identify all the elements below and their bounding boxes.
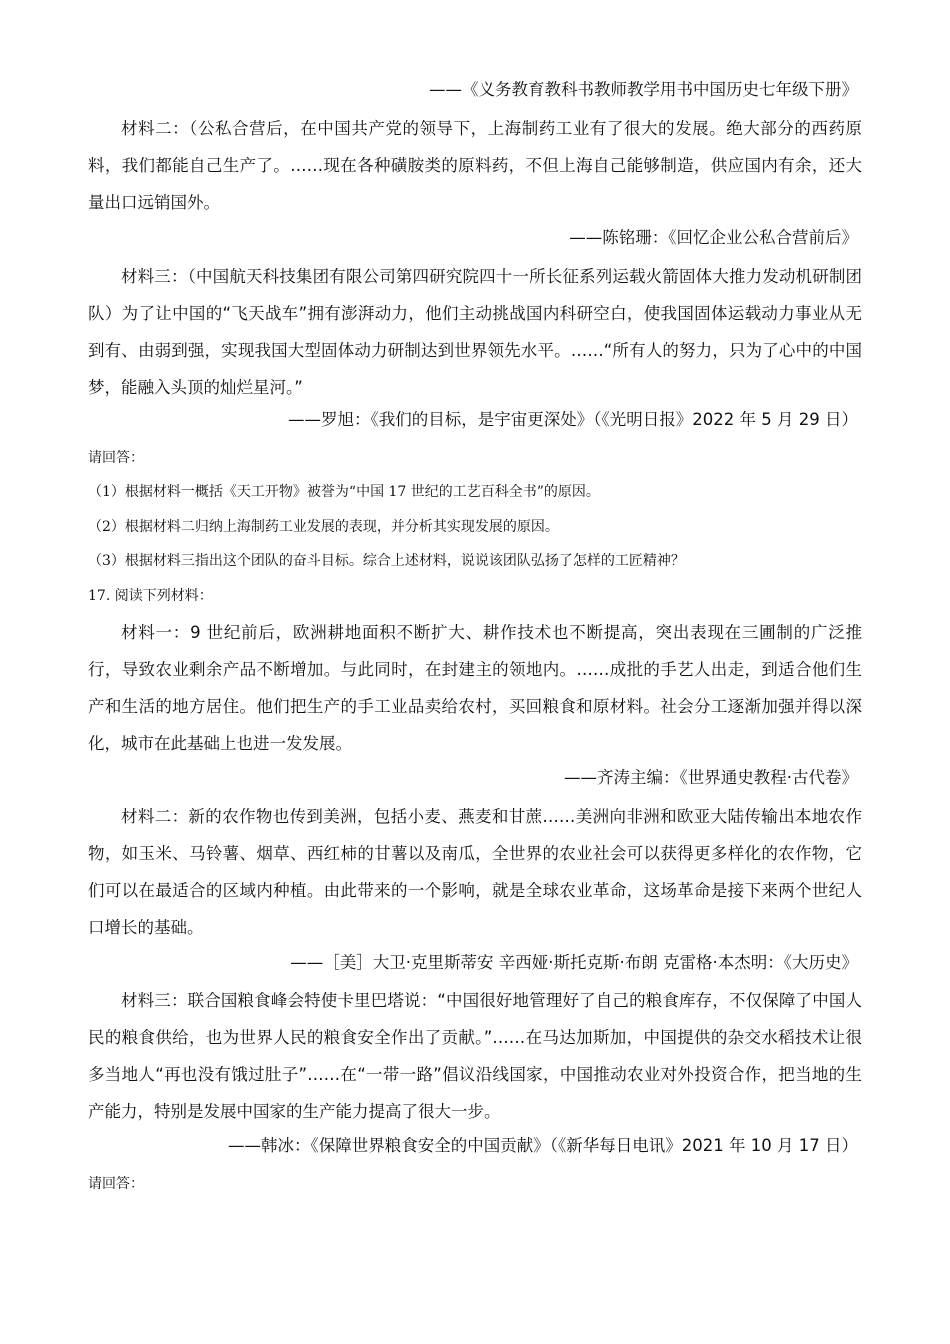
- q17-source-2: ——［美］大卫·克里斯蒂安 辛西娅·斯托克斯·布朗 克雷格·本杰明：《大历史》: [290, 953, 858, 972]
- q16-question-3: （3）根据材料三指出这个团队的奋斗目标。综合上述材料，说说该团队弘扬了怎样的工匠精神？: [88, 553, 685, 569]
- q17-prompt: 请回答：: [88, 1176, 144, 1192]
- q16-question-2: （2）根据材料二归纳上海制药工业发展的表现，并分析其实现发展的原因。: [88, 519, 559, 535]
- q17-source-3: ——韩冰：《保障世界粮食安全的中国贡献》（《新华每日电讯》2021 年 10 月 17 日）: [228, 1136, 858, 1155]
- q17-material-1: 材料一：9 世纪前后，欧洲耕地面积不断扩大、耕作技术也不断提高，突出表现在三圃制的广泛推行，导致农业剩余产品不断增加。与此同时，在封建主的领地内。……成批的手艺人出走，到适合他们生产和生活的地方居住。他们把生产的手工业品卖给农村，买回粮食和原材料。社会分工逐渐加强并得以深化，城市在此基础上也进一发发展。: [88, 623, 862, 753]
- q17-material-2: 材料二：新的农作物也传到美洲，包括小麦、燕麦和甘蔗……美洲向非洲和欧亚大陆传输出本地农作物，如玉米、马铃薯、烟草、西红柿的甘薯以及南瓜，全世界的农业社会可以获得更多样化的农作物，它们可以在最适合的区域内种植。由此带来的一个影响，就是全球农业革命，这场革命是接下来两个世纪人口增长的基础。: [88, 807, 862, 937]
- q17-source-1: ——齐涛主编：《世界通史教程·古代卷》: [564, 768, 858, 787]
- q17-material-3: 材料三：联合国粮食峰会特使卡里巴塔说：“中国很好地管理好了自己的粮食库存，不仅保障了中国人民的粮食供给，也为世界人民的粮食安全作出了贡献。”……在马达加斯加，中国提供的杂交水稻技术让很多当地人“再也没有饿过肚子”……在“一带一路”倡议沿线国家，中国推动农业对外投资合作，把当地的生产能力，特别是发展中国家的生产能力提高了很大一步。: [88, 991, 862, 1121]
- q16-source-2: ——陈铭珊：《回忆企业公私合营前后》: [569, 228, 858, 247]
- q16-material-2: 材料二：（公私合营后，在中国共产党的领导下，上海制药工业有了很大的发展。绝大部分的西药原料，我们都能自己生产了。……现在各种磺胺类的原料药，不但上海自己能够制造，供应国内有余，还大量出口远销国外。: [88, 119, 862, 212]
- q16-prompt: 请回答：: [88, 450, 144, 466]
- q16-question-1: （1）根据材料一概括《天工开物》被誉为“中国 17 世纪的工艺百科全书”的原因。: [88, 484, 600, 500]
- q16-source-3: ——罗旭：《我们的目标，是宇宙更深处》（《光明日报》2022 年 5 月 29 日）: [288, 410, 858, 429]
- q16-material-3: 材料三：（中国航天科技集团有限公司第四研究院四十一所长征系列运载火箭固体大推力发动机研制团队）为了让中国的“飞天战车”拥有澎湃动力，他们主动挑战国内科研空白，使我国固体运载动力事业从无到有、由弱到强，实现我国大型固体动力研制达到世界领先水平。……“所有人的努力，只为了心中的中国梦，能融入头顶的灿烂星河。”: [88, 267, 862, 397]
- q16-source-1: ——《义务教育教科书教师教学用书中国历史七年级下册》: [429, 80, 858, 99]
- q17-heading: 17. 阅读下列材料：: [88, 588, 213, 604]
